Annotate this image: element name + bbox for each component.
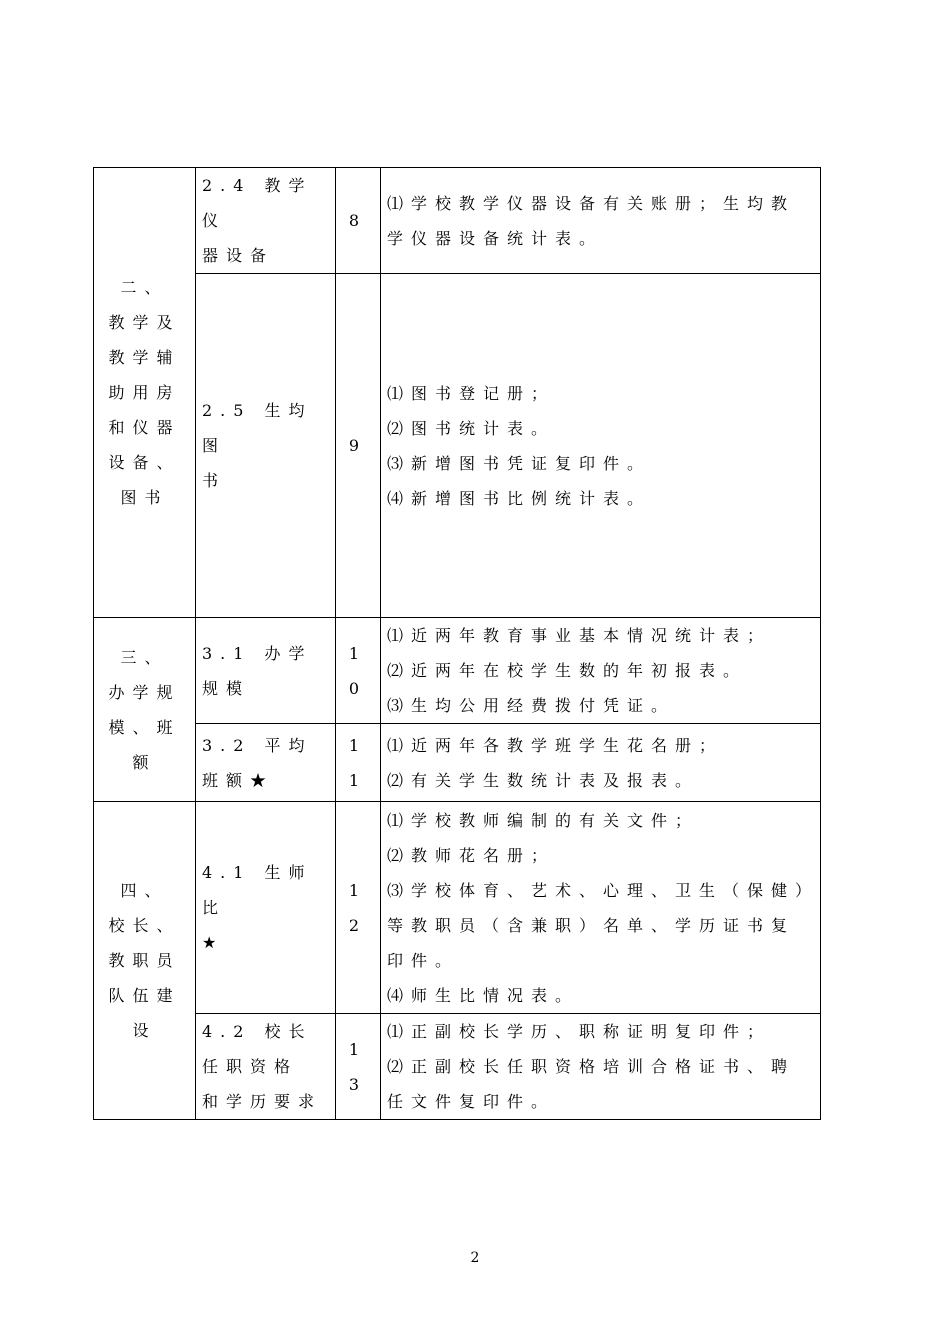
- score-cell: 11: [336, 724, 381, 802]
- item-line: 4.2 校长: [202, 1022, 313, 1041]
- score-cell: 8: [336, 168, 381, 274]
- item-cell: [196, 618, 336, 724]
- item-line: 3.2 平均: [202, 735, 313, 755]
- category-line: 校长、: [108, 916, 181, 935]
- item-line: 规模: [202, 678, 251, 698]
- materials-table: [93, 167, 821, 1120]
- item-line: 任职资格: [202, 1057, 299, 1076]
- materials-cell: [381, 618, 821, 724]
- category-line: 设备、: [108, 453, 181, 472]
- table-row: [94, 1014, 821, 1120]
- material-line: ⑶生均公用经费拨付凭证。: [387, 696, 676, 715]
- category-line: 教职员: [108, 951, 181, 970]
- item-line: 班额★: [202, 770, 275, 790]
- score-cell: 13: [336, 1014, 381, 1120]
- score-cell: 12: [336, 802, 381, 1014]
- material-line: ⑴正副校长学历、职称证明复印件；: [387, 1022, 772, 1041]
- material-line: ⑴图书登记册；: [387, 383, 556, 403]
- material-line: ⑵正副校长任职资格培训合格证书、聘任文件复印件。: [387, 1057, 796, 1111]
- table-row: [94, 618, 821, 724]
- table-row: [94, 724, 821, 802]
- materials-cell: [381, 274, 821, 618]
- materials-cell: [381, 724, 821, 802]
- category-line: 三、: [120, 647, 169, 667]
- material-line: ⑴近两年各教学班学生花名册；: [387, 735, 724, 755]
- category-line: 队伍建: [108, 986, 181, 1005]
- category-line: 额: [132, 752, 157, 772]
- material-line: ⑴近两年教育事业基本情况统计表；: [387, 626, 772, 645]
- item-cell: [196, 1014, 336, 1120]
- material-line: ⑵教师花名册；: [387, 845, 556, 865]
- material-line: ⑷师生比情况表。: [387, 985, 580, 1005]
- category-line: 模、班: [108, 717, 181, 737]
- category-line: 教学及: [108, 313, 181, 332]
- category-line: 教学辅: [108, 348, 181, 367]
- category-line: 设: [132, 1021, 157, 1040]
- item-cell: [196, 274, 336, 618]
- page-number: 2: [470, 1250, 480, 1266]
- material-line: ⑵图书统计表。: [387, 418, 556, 438]
- category-line: 办学规: [108, 682, 181, 702]
- table-row: [94, 802, 821, 1014]
- material-line: ⑴学校教学仪器设备有关账册；生均教学仪器设备统计表。: [387, 193, 796, 248]
- item-line: 书: [202, 471, 227, 490]
- category-line: 二、: [120, 278, 169, 297]
- category-line: 图书: [120, 488, 169, 507]
- material-line: ⑶新增图书凭证复印件。: [387, 453, 652, 473]
- category-line: 助用房: [108, 383, 181, 402]
- score-cell: 9: [336, 274, 381, 618]
- table-row: [94, 168, 821, 274]
- item-line: 2.5 生均图: [202, 401, 313, 455]
- materials-cell: [381, 1014, 821, 1120]
- materials-cell: [381, 168, 821, 274]
- category-cell: [94, 618, 196, 802]
- material-line: ⑶学校体育、艺术、心理、卫生（保健）等教职员（含兼职）名单、学历证书复印件。: [387, 880, 812, 970]
- material-line: ⑴学校教师编制的有关文件；: [387, 810, 700, 830]
- item-line: 器设备: [202, 246, 275, 265]
- materials-cell: [381, 802, 821, 1014]
- item-line: 3.1 办学: [202, 643, 313, 663]
- item-cell: [196, 724, 336, 802]
- material-line: ⑵有关学生数统计表及报表。: [387, 770, 700, 790]
- material-line: ⑷新增图书比例统计表。: [387, 488, 652, 508]
- item-line: 和学历要求: [202, 1092, 323, 1111]
- material-line: ⑵近两年在校学生数的年初报表。: [387, 661, 748, 680]
- category-cell: [94, 802, 196, 1120]
- score-cell: 10: [336, 618, 381, 724]
- item-line: 2.4 教学仪: [202, 176, 313, 230]
- category-line: 和仪器: [108, 418, 181, 437]
- item-line: 4.1 生师比: [202, 863, 313, 917]
- table-row: [94, 274, 821, 618]
- item-cell: [196, 802, 336, 1014]
- item-line: ★: [202, 933, 225, 952]
- category-cell: [94, 168, 196, 618]
- item-cell: [196, 168, 336, 274]
- category-line: 四、: [120, 881, 169, 900]
